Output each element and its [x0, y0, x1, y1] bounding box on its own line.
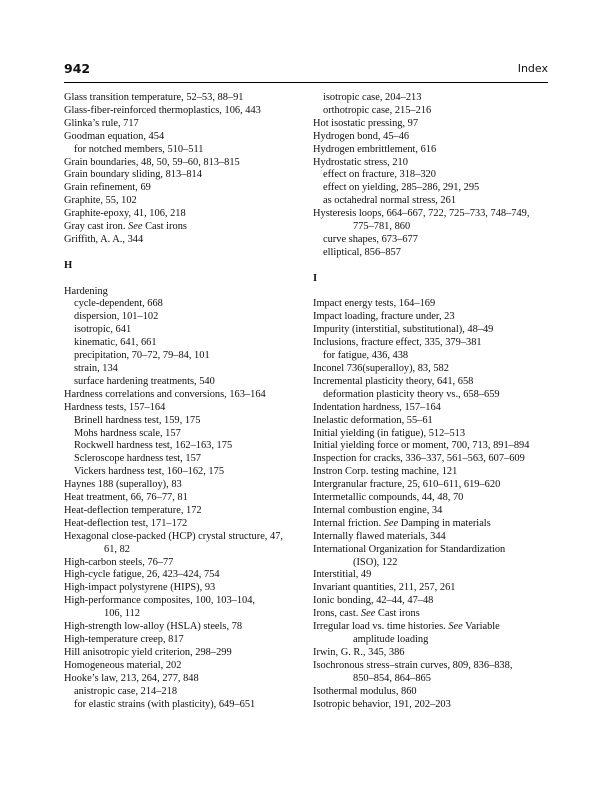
index-entry [64, 92, 302, 105]
entry-text: Homogeneous material, 202 [64, 659, 182, 671]
entry-text: effect on fracture, 318–320 [323, 169, 436, 181]
entry-text: precipitation, 70–72, 79–84, 101 [74, 350, 210, 362]
index-entry [313, 505, 551, 518]
entry-text: Impact loading, fracture under, 23 [313, 311, 455, 323]
index-entry [313, 363, 551, 376]
index-entry [64, 234, 302, 247]
index-column-right [313, 92, 551, 711]
section-heading: H [64, 259, 73, 271]
index-subentry [64, 144, 302, 157]
index-entry [313, 131, 551, 144]
index-subentry [64, 311, 302, 324]
entry-text: Impurity (interstitial, substitutional), 48–49 [313, 324, 494, 336]
index-entry [313, 595, 551, 608]
index-entry [313, 699, 551, 712]
index-entry [64, 118, 302, 131]
entry-text: High-cycle fatigue, 26, 423–424, 754 [64, 569, 220, 581]
index-subentry [313, 105, 551, 118]
index-entry [313, 118, 551, 131]
index-entry [64, 182, 302, 195]
index-entry [64, 531, 302, 544]
index-subentry [313, 247, 551, 260]
index-entry [313, 492, 551, 505]
page-number: 942 [64, 61, 91, 76]
entry-text: Hot isostatic pressing, 97 [313, 117, 419, 129]
entry-text: 850–854, 864–865 [353, 672, 431, 684]
entry-text: International Organization for Standardization [313, 543, 506, 555]
entry-text: Rockwell hardness test, 162–163, 175 [74, 440, 233, 452]
entry-text: Incremental plasticity theory, 641, 658 [313, 375, 474, 387]
entry-text: Hill anisotropic yield criterion, 298–299 [64, 646, 232, 658]
entry-text: Irwin, G. R., 345, 386 [313, 646, 405, 658]
index-entry [313, 298, 551, 311]
entry-text: Glinka’s rule, 717 [64, 117, 139, 129]
entry-text: Intermetallic compounds, 44, 48, 70 [313, 492, 464, 504]
see-target: Cast irons [142, 221, 187, 233]
index-entry-continuation [313, 634, 551, 647]
see-reference: See [448, 621, 463, 633]
entry-text: orthotropic case, 215–216 [323, 104, 432, 116]
index-entry [313, 337, 551, 350]
entry-text: curve shapes, 673–677 [323, 233, 418, 245]
index-subentry [64, 363, 302, 376]
index-subentry [64, 337, 302, 350]
entry-text: High-temperature creep, 817 [64, 634, 184, 646]
entry-text: High-impact polystyrene (HIPS), 93 [64, 582, 216, 594]
index-entry [64, 105, 302, 118]
index-entry [313, 582, 551, 595]
index-entry [313, 479, 551, 492]
index-entry [313, 157, 551, 170]
index-entry [64, 208, 302, 221]
index-subentry [313, 234, 551, 247]
entry-text: (ISO), 122 [353, 556, 398, 568]
entry-text: for notched members, 510–511 [74, 143, 204, 155]
entry-text: Intergranular fracture, 25, 610–611, 619–620 [313, 479, 501, 491]
entry-text: cycle-dependent, 668 [74, 298, 163, 310]
entry-text: Brinell hardness test, 159, 175 [74, 414, 201, 426]
index-entry [313, 686, 551, 699]
entry-text: Hydrostatic stress, 210 [313, 156, 408, 168]
entry-text: as octahedral normal stress, 261 [323, 195, 457, 207]
index-entry [64, 131, 302, 144]
entry-text: Inelastic deformation, 55–61 [313, 414, 433, 426]
index-entry-continuation [64, 608, 302, 621]
see-reference: See [128, 221, 143, 233]
index-entry [313, 466, 551, 479]
index-entry [313, 144, 551, 157]
index-entry [64, 647, 302, 660]
entry-text: effect on yielding, 285–286, 291, 295 [323, 182, 480, 194]
entry-text: Hardness correlations and conversions, 163–164 [64, 388, 266, 400]
entry-text: Heat treatment, 66, 76–77, 81 [64, 492, 188, 504]
index-entry [313, 569, 551, 582]
index-entry-continuation [313, 557, 551, 570]
index-subentry [64, 376, 302, 389]
entry-text: Isothermal modulus, 860 [313, 685, 417, 697]
entry-text: Graphite-epoxy, 41, 106, 218 [64, 208, 186, 220]
entry-text: High-performance composites, 100, 103–104, [64, 595, 256, 607]
entry-text: Irregular load vs. time histories. [313, 621, 449, 633]
index-subentry [64, 324, 302, 337]
entry-text: for fatigue, 436, 438 [323, 350, 409, 362]
entry-text: Hardness tests, 157–164 [64, 401, 166, 413]
entry-text: Inspection for cracks, 336–337, 561–563, 607–609 [313, 453, 525, 465]
entry-text: Impact energy tests, 164–169 [313, 298, 436, 310]
index-entry [64, 169, 302, 182]
entry-text: Initial yielding force or moment, 700, 713, 891–894 [313, 440, 530, 452]
index-subentry [64, 440, 302, 453]
entry-text: Gray cast iron. [64, 221, 129, 233]
index-subentry [64, 428, 302, 441]
entry-text: Inclusions, fracture effect, 335, 379–381 [313, 337, 482, 349]
index-entry [313, 660, 551, 673]
section-heading: I [313, 272, 318, 284]
entry-text: Ionic bonding, 42–44, 47–48 [313, 595, 434, 607]
see-target: Variable [462, 621, 500, 633]
index-entry-continuation [64, 544, 302, 557]
entry-text: Grain boundaries, 48, 50, 59–60, 813–815 [64, 156, 240, 168]
index-entry [64, 389, 302, 402]
index-entry [64, 402, 302, 415]
index-entry-continuation [313, 221, 551, 234]
index-entry [313, 518, 551, 531]
index-entry [313, 544, 551, 557]
entry-text: for elastic strains (with plasticity), 649–651 [74, 698, 256, 710]
index-subentry [313, 350, 551, 363]
entry-text: Indentation hardness, 157–164 [313, 401, 441, 413]
entry-text: Internal friction. [313, 517, 384, 529]
index-entry [64, 582, 302, 595]
entry-text: Isotropic behavior, 191, 202–203 [313, 698, 451, 710]
entry-text: 775–781, 860 [353, 221, 411, 233]
index-entry [64, 286, 302, 299]
entry-text: Heat-deflection temperature, 172 [64, 504, 202, 516]
entry-text: surface hardening treatments, 540 [74, 375, 215, 387]
index-entry [64, 673, 302, 686]
entry-text: Grain boundary sliding, 813–814 [64, 169, 202, 181]
index-entry [64, 492, 302, 505]
index-entry [313, 440, 551, 453]
index-subentry [64, 298, 302, 311]
index-subentry [313, 389, 551, 402]
index-subentry [313, 195, 551, 208]
entry-text: Hexagonal close-packed (HCP) crystal structure, 47, [64, 530, 283, 542]
entry-text: Mohs hardness scale, 157 [74, 427, 181, 439]
entry-text: Initial yielding (in fatigue), 512–513 [313, 427, 466, 439]
entry-text: Glass transition temperature, 52–53, 88–91 [64, 92, 244, 103]
entry-text: 61, 82 [104, 543, 130, 555]
index-subentry [64, 415, 302, 428]
entry-text: isotropic case, 204–213 [323, 92, 422, 103]
index-subentry [64, 350, 302, 363]
running-title: Index [517, 62, 548, 75]
index-entry [64, 221, 302, 234]
see-reference: See [383, 517, 399, 529]
index-column-left [64, 92, 302, 711]
index-entry [313, 608, 551, 621]
index-subentry [64, 466, 302, 479]
entry-text: Hydrogen embrittlement, 616 [313, 143, 437, 155]
index-subentry [64, 453, 302, 466]
entry-text: Scleroscope hardness test, 157 [74, 453, 201, 465]
see-reference: See [360, 608, 376, 620]
index-subentry [64, 686, 302, 699]
index-entry [64, 505, 302, 518]
entry-text: Invariant quantities, 211, 257, 261 [313, 582, 456, 594]
index-subentry [64, 699, 302, 712]
index-entry [64, 634, 302, 647]
page-header [64, 60, 548, 83]
entry-text: Internal combustion engine, 34 [313, 504, 443, 516]
index-entry [64, 557, 302, 570]
index-entry [64, 157, 302, 170]
entry-text: Isochronous stress–strain curves, 809, 836–838, [313, 659, 513, 671]
entry-text: kinematic, 641, 661 [74, 337, 157, 349]
index-entry [313, 428, 551, 441]
entry-text: anistropic case, 214–218 [74, 685, 178, 697]
entry-text: Goodman equation, 454 [64, 130, 165, 142]
index-entry [313, 311, 551, 324]
entry-text: Haynes 188 (superalloy), 83 [64, 479, 182, 491]
index-subentry [313, 169, 551, 182]
entry-text: Grain refinement, 69 [64, 182, 151, 194]
see-target: Cast irons [375, 608, 420, 620]
entry-text: deformation plasticity theory vs., 658–659 [323, 388, 500, 400]
index-entry-continuation [313, 673, 551, 686]
entry-text: dispersion, 101–102 [74, 311, 159, 323]
entry-text: Glass-fiber-reinforced thermoplastics, 106, 443 [64, 104, 261, 116]
entry-text: High-carbon steels, 76–77 [64, 556, 174, 568]
index-entry [64, 569, 302, 582]
index-entry [64, 479, 302, 492]
entry-text: Hydrogen bond, 45–46 [313, 130, 410, 142]
index-entry [313, 453, 551, 466]
index-entry [313, 208, 551, 221]
index-entry [64, 660, 302, 673]
entry-text: elliptical, 856–857 [323, 246, 401, 258]
entry-text: High-strength low-alloy (HSLA) steels, 78 [64, 621, 243, 633]
index-entry [313, 324, 551, 337]
entry-text: Internally flawed materials, 344 [313, 530, 446, 542]
entry-text: Irons, cast. [313, 608, 361, 620]
index-entry [313, 402, 551, 415]
index-entry [313, 647, 551, 660]
entry-text: Heat-deflection test, 171–172 [64, 517, 188, 529]
entry-text: Hardening [64, 285, 108, 297]
entry-text: Interstitial, 49 [313, 569, 372, 581]
entry-text: Inconel 736(superalloy), 83, 582 [313, 362, 449, 374]
index-entry [64, 621, 302, 634]
index-subentry [313, 92, 551, 105]
entry-text: Instron Corp. testing machine, 121 [313, 466, 458, 478]
index-entry [313, 415, 551, 428]
index-entry [313, 531, 551, 544]
index-entry [64, 595, 302, 608]
index-entry [64, 518, 302, 531]
index-entry [64, 195, 302, 208]
index-entry [313, 621, 551, 634]
entry-text: isotropic, 641 [74, 324, 132, 336]
entry-text: Graphite, 55, 102 [64, 195, 137, 207]
entry-text: 106, 112 [104, 608, 140, 620]
entry-text: amplitude loading [353, 634, 429, 646]
entry-text: Hysteresis loops, 664–667, 722, 725–733, 748–749, [313, 208, 530, 220]
entry-text: Vickers hardness test, 160–162, 175 [74, 466, 225, 478]
entry-text: strain, 134 [74, 362, 118, 374]
index-subentry [313, 182, 551, 195]
index-entry [313, 376, 551, 389]
entry-text: Hooke’s law, 213, 264, 277, 848 [64, 672, 199, 684]
entry-text: Griffith, A. A., 344 [64, 233, 144, 245]
see-target: Damping in materials [398, 517, 491, 529]
